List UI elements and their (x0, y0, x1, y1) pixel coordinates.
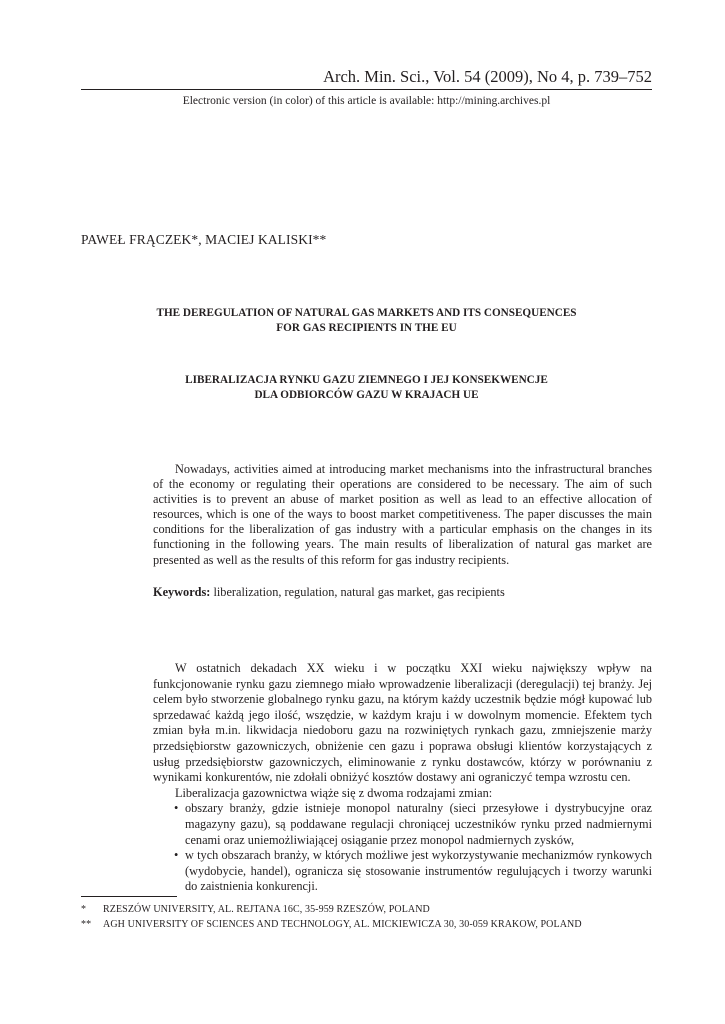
journal-citation: Arch. Min. Sci., Vol. 54 (2009), No 4, p. 739–752 (323, 67, 652, 86)
title-english (81, 306, 652, 336)
abstract (153, 462, 652, 568)
title-polish-line-1: LIBERALIZACJA RYNKU GAZU ZIEMNEGO I JEJ KONSEKWENCJE (185, 374, 548, 386)
title-polish (81, 373, 652, 403)
body-paragraph-2: Liberalizacja gazownictwa wiąże się z dwoma rodzajami zmian: (175, 785, 493, 800)
footnote-rule (81, 896, 177, 897)
bullet-icon: • (174, 801, 179, 816)
footnote-1 (81, 902, 582, 917)
list-item-text: obszary branży, gdzie istnieje monopol naturalny (sieci przesyłowe i dystrybucyjne oraz magazyny gazu), są poddawane regulacji chroniącej uczestników rynku przed nadmiernymi cenami oraz uniemożliwiającej osiąganie przez monopol nadmiernych zysków, (185, 801, 652, 847)
footnotes (81, 902, 582, 932)
electronic-version-note: Electronic version (in color) of this article is available: http://mining.archives.pl (182, 95, 551, 107)
authors: PAWEŁ FRĄCZEK*, MACIEJ KALISKI** (81, 232, 327, 247)
bullet-icon: • (174, 848, 179, 863)
header-rule (81, 89, 652, 90)
title-polish-line-2: DLA ODBIORCÓW GAZU W KRAJACH UE (254, 389, 479, 401)
footnote-mark: * (81, 904, 87, 915)
list-item (153, 848, 652, 895)
title-english-line-1: THE DEREGULATION OF NATURAL GAS MARKETS AND ITS CONSEQUENCES (156, 307, 577, 319)
footnote-text: AGH UNIVERSITY OF SCIENCES AND TECHNOLOGY, AL. MICKIEWICZA 30, 30-059 KRAKOW, POLAND (103, 919, 582, 930)
footnote-text: RZESZÓW UNIVERSITY, AL. REJTANA 16C, 35-959 RZESZÓW, POLAND (103, 904, 430, 915)
body-paragraph-1: W ostatnich dekadach XX wieku i w początku XXI wieku największy wpływ na funkcjonowanie rynku gazu ziemnego miało wprowadzenie liberalizacji (deregulacji) tej branży. Jej celem było stworzenie globalnego rynku gazu, na którym każdy uczestnik będzie mógł kupować lub sprzedawać każdą jego ilość, wszędzie, w każdym kraju i w dowolnym momencie. Efektem tych zmian była m.in. likwidacja niedoboru gazu na rozwiniętych rynkach gazu, zmniejszenie marży przedsiębiorstw gazowniczych, obniżenie cen gazu i poprawa obsługi klientów korzystających z usług przedsiębiorstw gazowniczych, eliminowanie z rynku dostawców, którzy w porównaniu z wynikami konkurentów, nie zdołali obniżyć kosztów dostawy ani ograniczyć tempa wzrostu cen. (153, 661, 652, 785)
list-item-text: w tych obszarach branży, w których możliwe jest wykorzystywanie mechanizmów rynkowych (wydobycie, handel), ogranicza się stosowanie instrumentów regulujących i tworzy warunki do zaistnienia konkurencji. (185, 848, 652, 894)
keywords-label: Keywords: (153, 585, 211, 599)
keywords (153, 585, 652, 600)
footnote-mark: ** (81, 919, 92, 930)
title-english-line-2: FOR GAS RECIPIENTS IN THE EU (276, 322, 457, 334)
body-text (153, 661, 652, 895)
abstract-text: Nowadays, activities aimed at introducing market mechanisms into the infrastructural branches of the economy or regulating their operations are considered to be necessary. The aim of such activities is to prevent an abuse of market position as well as lead to an effective allocation of resources, which is one of the ways to boost market competitiveness. The paper discusses the main conditions for the liberalization of gas industry with a particular emphasis on the changes in its functioning in the following years. The main results of liberalization of natural gas market are presented as well as the results of this reform for gas industry recipients. (153, 462, 652, 567)
bullet-list (153, 801, 652, 895)
keywords-text: liberalization, regulation, natural gas market, gas recipients (213, 585, 505, 599)
footnote-2 (81, 917, 582, 932)
list-item (153, 801, 652, 848)
